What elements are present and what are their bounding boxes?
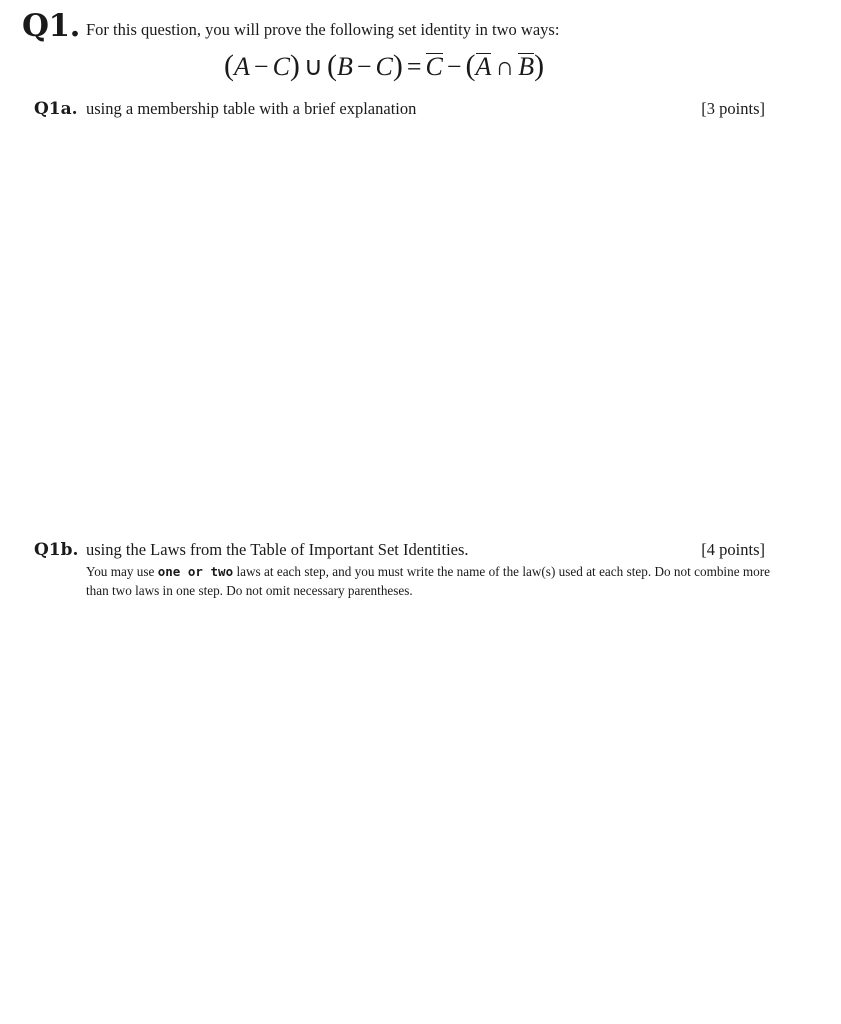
instructions-text-end: laws at each step, and you must write the name of the law(s) used at each step. Do not combine more than two laws in one step. Do not omit necessary parentheses. [86, 564, 770, 598]
set-c: C [272, 52, 290, 81]
paren-close: ) [289, 49, 300, 82]
q1a-answer-space[interactable] [34, 128, 774, 528]
q1a-points: [3 points] [701, 99, 765, 118]
q1a-text: using a membership table with a brief explanation [86, 99, 417, 118]
instructions-text-start: You may use [86, 564, 158, 579]
paren-close: ) [392, 49, 403, 82]
paren-open: ( [224, 49, 234, 82]
set-b-complement: B [518, 52, 535, 81]
minus-operator: − [446, 52, 462, 81]
equals-operator: = [406, 52, 422, 81]
union-operator: ∪ [303, 52, 323, 81]
set-a: A [234, 52, 250, 81]
paren-open: ( [465, 49, 476, 82]
paren-close: ) [534, 49, 545, 82]
set-a-complement: A [475, 52, 492, 81]
minus-operator: − [253, 52, 269, 81]
q1b-heading: Q1b. [34, 540, 79, 560]
q1-heading: Q1. [22, 8, 80, 44]
q1b-text: using the Laws from the Table of Important Set Identities. [86, 540, 469, 559]
q1-intro: For this question, you will prove the following set identity in two ways: [86, 20, 560, 39]
intersect-operator: ∩ [495, 52, 515, 81]
set-c-complement: C [425, 52, 443, 81]
set-c: C [375, 52, 393, 81]
set-identity-equation [224, 46, 584, 86]
minus-operator: − [356, 52, 372, 81]
instructions-bold: one or two [157, 564, 234, 579]
q1b-instructions [86, 562, 770, 600]
paren-open: ( [326, 49, 337, 82]
q1b-points: [4 points] [701, 540, 765, 559]
q1b-answer-space[interactable] [34, 610, 774, 1010]
q1a-heading: Q1a. [34, 99, 78, 119]
set-b: B [336, 52, 353, 81]
